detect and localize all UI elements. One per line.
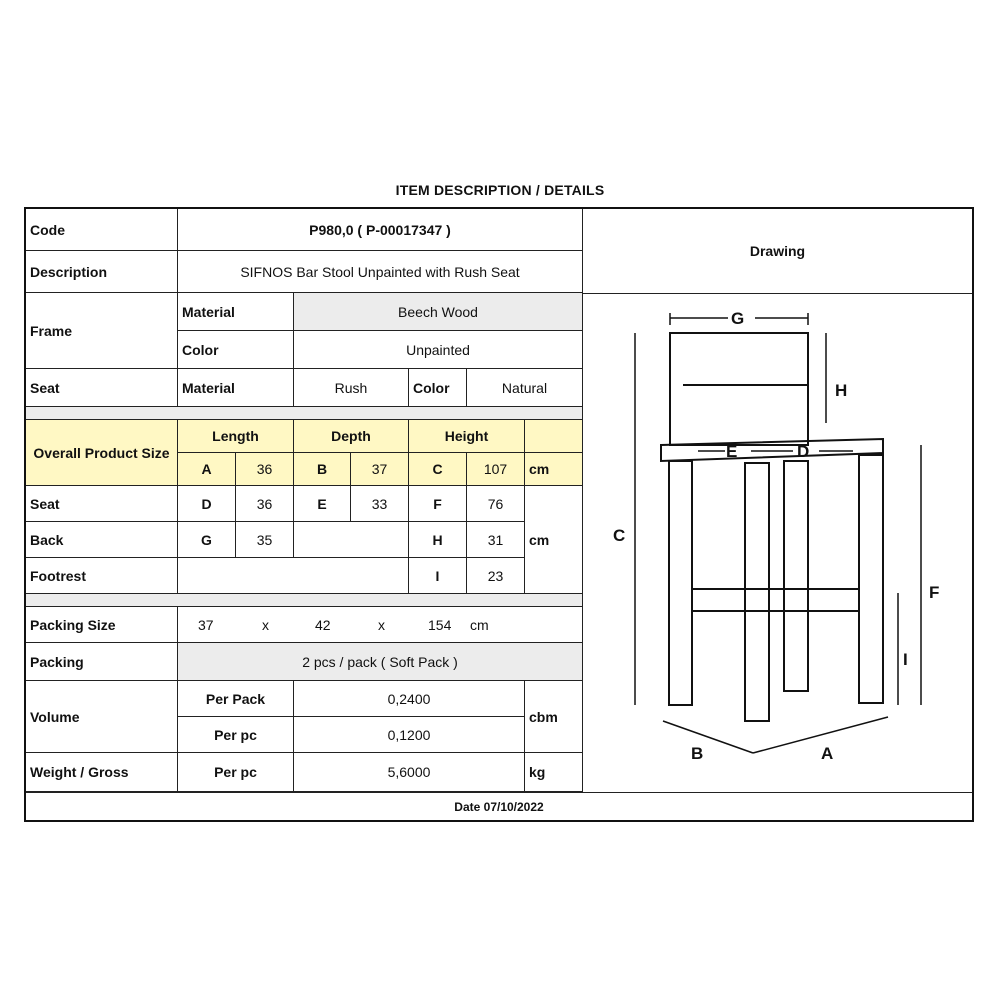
- depth-header: Depth: [294, 420, 409, 453]
- description-value: SIFNOS Bar Stool Unpainted with Rush Seat: [178, 251, 583, 293]
- per-pc-label: Per pc: [178, 717, 294, 753]
- letter-f: F: [929, 583, 940, 602]
- per-pack-label: Per Pack: [178, 681, 294, 717]
- spec-sheet: [24, 207, 974, 822]
- per-pc-value: 0,1200: [294, 717, 525, 753]
- packing-length: 37: [198, 616, 214, 633]
- packing-value: 2 pcs / pack ( Soft Pack ): [178, 643, 583, 681]
- volume-unit: cbm: [525, 681, 583, 753]
- back-label: Back: [26, 522, 178, 558]
- drawing-header: Drawing: [583, 209, 972, 294]
- weight-per-pc-label: Per pc: [178, 753, 294, 792]
- date-footer: Date 07/10/2022: [26, 792, 972, 821]
- blank-cell: [178, 558, 409, 594]
- frame-color-label: Color: [178, 331, 294, 369]
- packing-x: x: [378, 616, 385, 633]
- a-value: 36: [236, 453, 294, 486]
- volume-label: Volume: [26, 681, 178, 753]
- seat-material: Rush: [294, 369, 409, 407]
- seat-label: Seat: [26, 369, 178, 407]
- packing-label: Packing: [26, 643, 178, 681]
- stool-drawing-svg: [583, 293, 972, 790]
- letter-i: I: [903, 650, 908, 669]
- i-value: 23: [467, 558, 525, 594]
- seat-color: Natural: [467, 369, 583, 407]
- packing-size-values: [178, 607, 583, 643]
- b-value: 37: [351, 453, 409, 486]
- code-value: P980,0 ( P-00017347 ): [178, 209, 583, 251]
- blank-cell: [294, 522, 409, 558]
- seat-material-label: Material: [178, 369, 294, 407]
- f-value: 76: [467, 486, 525, 522]
- g-label: G: [178, 522, 236, 558]
- c-label: C: [409, 453, 467, 486]
- weight-value: 5,6000: [294, 753, 525, 792]
- footrest-label: Footrest: [26, 558, 178, 594]
- i-label: I: [409, 558, 467, 594]
- description-label: Description: [26, 251, 178, 293]
- g-value: 35: [236, 522, 294, 558]
- h-value: 31: [467, 522, 525, 558]
- letter-h: H: [835, 381, 848, 400]
- frame-label: Frame: [26, 293, 178, 369]
- b-label: B: [294, 453, 351, 486]
- frame-material: Beech Wood: [294, 293, 583, 331]
- a-label: A: [178, 453, 236, 486]
- letter-g: G: [731, 309, 745, 328]
- packing-x: x: [262, 616, 269, 633]
- e-label: E: [294, 486, 351, 522]
- weight-label: Weight / Gross: [26, 753, 178, 792]
- h-label: H: [409, 522, 467, 558]
- packing-size-label: Packing Size: [26, 607, 178, 643]
- length-header: Length: [178, 420, 294, 453]
- height-header: Height: [409, 420, 525, 453]
- weight-unit: kg: [525, 753, 583, 792]
- separator: [26, 594, 583, 607]
- frame-material-label: Material: [178, 293, 294, 331]
- letter-a: A: [821, 744, 834, 763]
- blank-header: [525, 420, 583, 453]
- packing-width: 42: [315, 616, 331, 633]
- overall-unit: cm: [525, 453, 583, 486]
- letter-c: C: [613, 526, 626, 545]
- code-label: Code: [26, 209, 178, 251]
- per-pack-value: 0,2400: [294, 681, 525, 717]
- c-value: 107: [467, 453, 525, 486]
- overall-size-label: Overall Product Size: [26, 420, 178, 486]
- packing-unit: cm: [470, 616, 489, 633]
- frame-color: Unpainted: [294, 331, 583, 369]
- seat-color-label: Color: [409, 369, 467, 407]
- letter-b: B: [691, 744, 704, 763]
- letter-d: D: [797, 442, 810, 461]
- dims-unit: cm: [525, 486, 583, 594]
- stool-drawing: [583, 293, 972, 790]
- d-label: D: [178, 486, 236, 522]
- e-value: 33: [351, 486, 409, 522]
- packing-height: 154: [428, 616, 452, 633]
- d-value: 36: [236, 486, 294, 522]
- separator: [26, 407, 583, 420]
- f-label: F: [409, 486, 467, 522]
- seat-dims-label: Seat: [26, 486, 178, 522]
- letter-e: E: [726, 442, 738, 461]
- page-title: ITEM DESCRIPTION / DETAILS: [395, 182, 605, 198]
